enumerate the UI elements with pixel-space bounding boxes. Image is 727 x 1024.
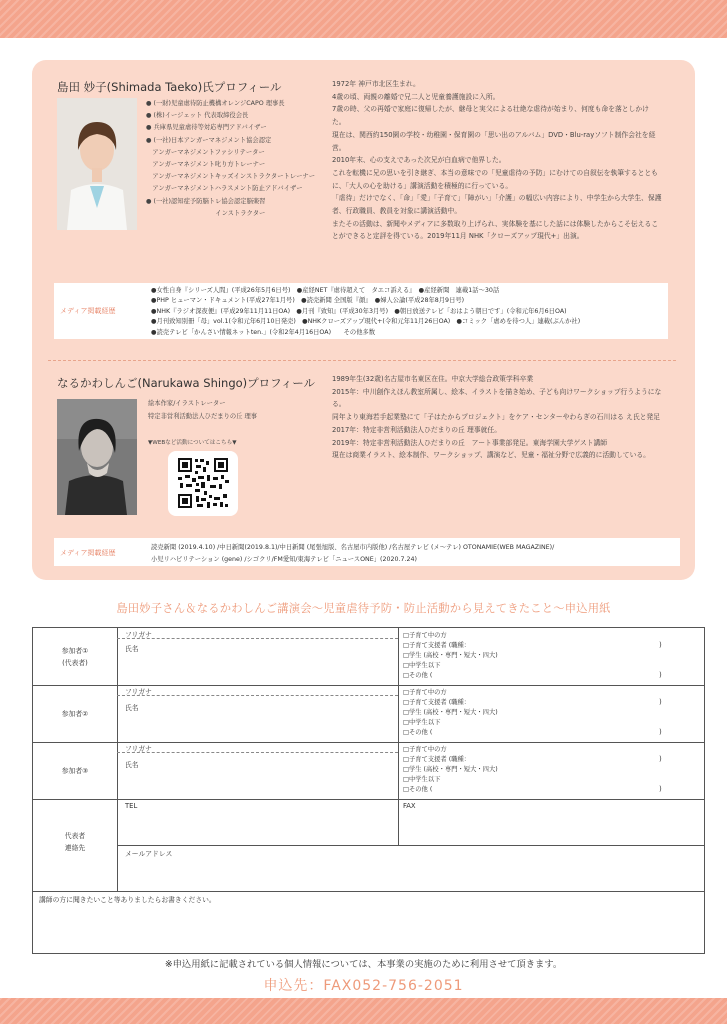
form-title: 島田妙子さん＆なるかわしんご講演会～児童虐待予防・防止活動から見えてきたこと～申込用紙 bbox=[116, 602, 611, 615]
narukawa-bio-line: 2017年：特定非営利活動法人ひだまりの丘 理事就任。 bbox=[332, 425, 501, 434]
name-field-1[interactable]: 氏名 bbox=[125, 645, 139, 653]
shimada-bio-line: 「虐待」だけでなく、「命」「愛」「子育て」「障がい」「介護」の幅広い内容により、中学生から大学生、保護者、行政職員、教員を対象に講演活動中。 bbox=[332, 194, 662, 216]
narukawa-media-label: メディア掲載経歴 bbox=[60, 549, 116, 557]
bottom-stripe-band bbox=[0, 998, 727, 1024]
narukawa-bio-line: 同年より東海若手起業塾にて「子はたからプロジェクト」をケア・センターやわらぎの石川はる え氏と発足 bbox=[332, 413, 661, 422]
contact-divider bbox=[117, 845, 704, 846]
shimada-media-row: ●読売テレビ「かんさい情報ネットten.」(令和2年4月16日OA) その他多数 bbox=[151, 329, 376, 336]
fax-field[interactable]: FAX bbox=[403, 802, 416, 810]
shimada-media-row: ●月刊致知別冊「母」vol.1(令和元年6月10日発売) ●NHKクローズアップ現代+(令和元年11月26日OA) ●コミック「虐めを待つ人」連載(ぶんか社) bbox=[151, 318, 581, 325]
narukawa-roles-list: 絵本作家/イラストレーター 特定非営利活動法人ひだまりの丘 理事 bbox=[148, 400, 258, 420]
furigana-divider bbox=[117, 638, 398, 639]
paren-close: ) bbox=[659, 671, 662, 679]
shimada-bio bbox=[332, 78, 662, 243]
col-divider bbox=[398, 628, 399, 845]
participant-label-line: 参加者① bbox=[61, 647, 89, 655]
narukawa-media-box bbox=[54, 538, 680, 566]
top-stripe-band bbox=[0, 0, 727, 38]
narukawa-bio-line: 2019年：特定非営利活動法人ひだまりの丘 アート事業部発足。東海学園大学ゲスト講師 bbox=[332, 438, 608, 447]
questions-field[interactable]: 講師の方に聞きたいこと等ありましたらお書きください。 bbox=[39, 896, 216, 904]
furigana-divider bbox=[117, 695, 398, 696]
tel-field[interactable]: TEL bbox=[125, 802, 138, 810]
row-divider bbox=[33, 891, 704, 892]
participant-2-label: 参加者② bbox=[61, 710, 89, 718]
paren-close: ) bbox=[659, 728, 662, 736]
application-form-table bbox=[32, 627, 705, 954]
shimada-bio-line: またその活動は、新聞やメディアに多数取り上げられ、実体験を基にした話には体験したからこそ伝えることができると定評を得ている。2019年11月 NHK「クローズアップ現代+」出演。 bbox=[332, 219, 659, 241]
narukawa-qr-code[interactable] bbox=[168, 451, 238, 516]
narukawa-profile-title: なるかわしんご(Narukawa Shingo)プロフィール bbox=[57, 376, 316, 390]
narukawa-bio-line: 1989年生(32歳)名古屋市名東区在住。中京大学総合政策学科卒業 bbox=[332, 375, 534, 383]
name-field-3[interactable]: 氏名 bbox=[125, 761, 139, 769]
name-field-2[interactable]: 氏名 bbox=[125, 704, 139, 712]
narukawa-portrait-photo bbox=[57, 399, 137, 515]
paren-close: ) bbox=[659, 698, 662, 706]
paren-close: ) bbox=[659, 755, 662, 763]
participant-label-line: (代表者) bbox=[62, 659, 88, 667]
apply-fax-number: 申込先：FAX052-756-2051 bbox=[263, 978, 464, 994]
category-checkboxes-2[interactable]: □子育て中の方 □子育て支援者 (職種： □学生 (高校・専門・短大・四大) □中学生以下 □その他 ( bbox=[403, 689, 498, 736]
shimada-bio-line: 4歳の頃、両親の離婚で兄二人と児童養護施設に入所。 bbox=[332, 92, 500, 101]
shimada-media-label: メディア掲載経歴 bbox=[60, 307, 116, 315]
category-checkboxes-1[interactable]: □子育て中の方 □子育て支援者 (職種： □学生 (高校・専門・短大・四大) □中学生以下 □その他 ( bbox=[403, 632, 498, 679]
contact-label-line: 連絡先 bbox=[64, 844, 86, 852]
narukawa-bio-line: 現在は商業イラスト、絵本制作、ワークショップ、講演など、児童・福祉分野で広義的に活動している。 bbox=[332, 451, 650, 460]
narukawa-web-note: ▼WEBなど活動についてはこちら▼ bbox=[148, 440, 237, 446]
narukawa-bio-line: 2015年：中川創作えほん教室所属し、絵本、イラストを描き始め、子ども向けワークショップ行うようになる。 bbox=[332, 387, 662, 409]
row-divider bbox=[33, 799, 704, 800]
participant-3-label: 参加者③ bbox=[61, 767, 89, 775]
representative-contact-label bbox=[33, 830, 117, 854]
shimada-media-row: ●NHK『ラジオ深夜便』(平成29年11月11日OA) ●月刊『致知』(平成30年3月号) ●朝日放送テレビ「おはよう朝日です」(令和元年6月6日OA) bbox=[151, 308, 567, 315]
furigana-field-2[interactable]: フリガナ bbox=[125, 688, 152, 696]
shimada-bio-line: これを転機に兄の思いを引き継ぎ、本当の意味での「児童虐待の予防」にむけての自叙伝を執筆するとともに、「大人の心を助ける」講演活動を積極的に行っている。 bbox=[332, 168, 658, 190]
furigana-field-3[interactable]: フリガナ bbox=[125, 745, 152, 753]
shimada-bio-line: 1972年 神戸市北区生まれ。 bbox=[332, 80, 420, 88]
shimada-roles-list: ● (一財)児童虐待防止機構オレンジCAPO 理事長 ● (株)イージェット 代表取締役会長 ● 兵庫県児童虐待等対応専門アドバイザー ● (一社)日本アンガーマネジメント協会認定 アンガーマネジメントファシリテーター アンガーマネジメント叱り方トレーナー アンガーマネジメントキッズインストラクタートレーナー アンガーマネジメントハラスメント防止アドバイザー ● (一社)認知症予防脳トレ協会認定脳楽習 インストラクター bbox=[146, 100, 316, 217]
narukawa-media-row: 読売新聞 (2019.4.10) /中日新聞(2019.8.1)/中日新聞 (尾張旭版、名古屋市内版他) /名古屋テレビ (メ～テレ) OTONAMIE(WEB MAGAZINE)/ bbox=[151, 544, 555, 551]
profile-divider bbox=[48, 360, 676, 361]
privacy-note: ※申込用紙に記載されている個人情報については、本事業の実施のために利用させて頂きます。 bbox=[164, 959, 563, 970]
narukawa-bio bbox=[332, 373, 664, 462]
shimada-bio-line: 7歳の時、父の再婚で家庭に復帰したが、継母と実父による壮絶な虐待が始まり、何度も命を落としかけた。 bbox=[332, 105, 649, 127]
col-divider bbox=[117, 628, 118, 891]
participant-1-label bbox=[33, 645, 117, 669]
paren-close: ) bbox=[659, 641, 662, 649]
shimada-bio-line: 2010年末、心の支えであった次兄が白血病で他界した。 bbox=[332, 156, 506, 165]
furigana-divider bbox=[117, 752, 398, 753]
paren-close: ) bbox=[659, 785, 662, 793]
shimada-media-row: ●PHP ヒューマン・ドキュメント(平成27年1月号) ●読売新聞 全国版『顔』 ●婦人公論(平成28年8月9日号) bbox=[151, 297, 465, 304]
contact-label-line: 代表者 bbox=[64, 832, 86, 840]
shimada-media-box bbox=[54, 283, 668, 339]
shimada-profile-title: 島田 妙子(Shimada Taeko)氏プロフィール bbox=[57, 80, 282, 94]
email-field[interactable]: メールアドレス bbox=[125, 850, 173, 858]
furigana-field-1[interactable]: フリガナ bbox=[125, 631, 152, 639]
shimada-bio-line: 現在は、関西約150園の学校・幼稚園・保育園の「思い出のアルバム」DVD・Blu-rayソフト制作会社を経営。 bbox=[332, 130, 656, 152]
shimada-media-row: ●女性自身『シリーズ人間』(平成26年5月6日号) ●産経NET『虐待超えて タエコ訴える』 ●産経新聞 連載1話～30話 bbox=[151, 287, 500, 294]
shimada-portrait-photo bbox=[57, 98, 137, 230]
narukawa-media-row: 小児リハビリテーション (gene) /シゴクリ/FM愛知/東海テレビ「ニュースONE」(2020.7.24) bbox=[151, 556, 417, 563]
category-checkboxes-3[interactable]: □子育て中の方 □子育て支援者 (職種： □学生 (高校・専門・短大・四大) □中学生以下 □その他 ( bbox=[403, 746, 498, 793]
